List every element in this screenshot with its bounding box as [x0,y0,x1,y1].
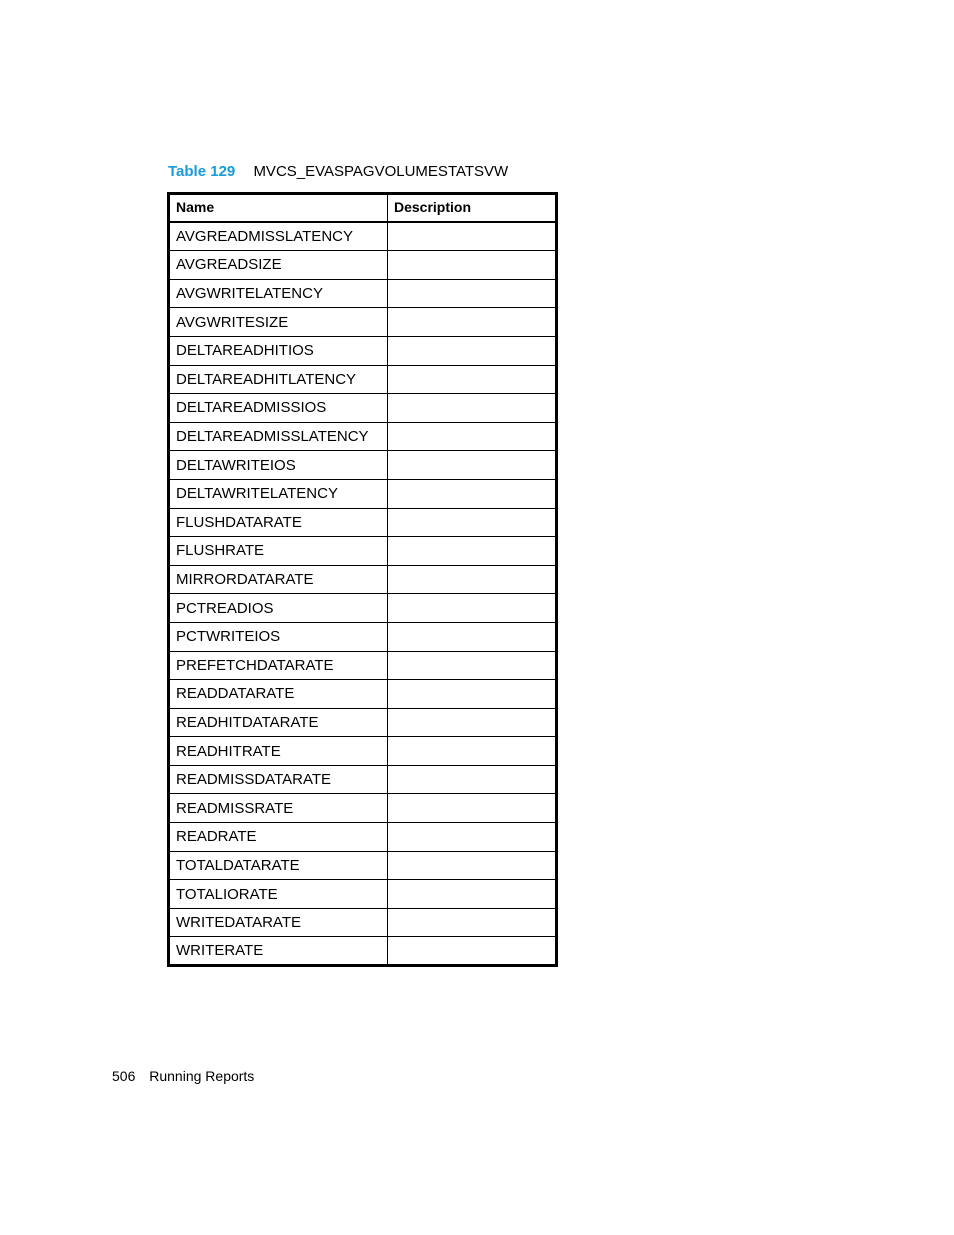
cell-description [388,651,557,680]
table-row [169,365,557,394]
cell-name: DELTAREADHITLATENCY [169,365,388,394]
cell-name: DELTAREADMISSLATENCY [169,422,388,451]
cell-description [388,565,557,594]
table-row [169,622,557,651]
cell-name: READMISSRATE [169,794,388,823]
cell-name: PREFETCHDATARATE [169,651,388,680]
table-row [169,394,557,423]
cell-name: WRITERATE [169,937,388,966]
table-row [169,680,557,709]
cell-name: DELTAREADHITIOS [169,336,388,365]
table-number-label: Table 129 [168,163,236,180]
cell-description [388,794,557,823]
table-row [169,537,557,566]
table-row [169,823,557,852]
table-row [169,594,557,623]
cell-name: READDATARATE [169,680,388,709]
table-row [169,422,557,451]
cell-description [388,594,557,623]
cell-description [388,422,557,451]
cell-name: AVGWRITELATENCY [169,279,388,308]
column-header-description: Description [388,194,557,223]
cell-name: AVGWRITESIZE [169,308,388,337]
cell-name: READRATE [169,823,388,852]
cell-name: TOTALDATARATE [169,851,388,880]
cell-name: MIRRORDATARATE [169,565,388,594]
cell-description [388,880,557,909]
table-body [169,222,557,965]
cell-description [388,823,557,852]
cell-description [388,451,557,480]
cell-description [388,851,557,880]
table-row [169,794,557,823]
cell-description [388,508,557,537]
table-row [169,336,557,365]
table-row [169,308,557,337]
table-row [169,651,557,680]
table-row [169,251,557,280]
table-caption [168,162,508,182]
table-row [169,880,557,909]
table-title: MVCS_EVASPAGVOLUMESTATSVW [253,163,509,180]
cell-description [388,279,557,308]
table-row [169,279,557,308]
table-row [169,908,557,937]
table-row [169,937,557,966]
cell-name: AVGREADSIZE [169,251,388,280]
table-row [169,737,557,766]
column-header-name: Name [169,194,388,223]
cell-name: DELTAWRITEIOS [169,451,388,480]
table-row [169,479,557,508]
table-row [169,451,557,480]
page-footer [112,1067,254,1085]
cell-description [388,737,557,766]
table-row [169,765,557,794]
cell-description [388,680,557,709]
cell-name: READHITDATARATE [169,708,388,737]
table-row [169,222,557,251]
cell-name: AVGREADMISSLATENCY [169,222,388,251]
cell-description [388,908,557,937]
cell-description [388,622,557,651]
cell-name: PCTWRITEIOS [169,622,388,651]
cell-description [388,537,557,566]
cell-description [388,937,557,966]
cell-description [388,251,557,280]
cell-description [388,479,557,508]
cell-description [388,308,557,337]
table-header-row [169,194,557,223]
cell-name: READMISSDATARATE [169,765,388,794]
cell-name: FLUSHDATARATE [169,508,388,537]
footer-section-title: Running Reports [149,1068,255,1084]
table-row [169,508,557,537]
page-number: 506 [112,1068,136,1084]
cell-description [388,365,557,394]
cell-name: WRITEDATARATE [169,908,388,937]
cell-description [388,708,557,737]
cell-description [388,222,557,251]
cell-description [388,336,557,365]
cell-name: FLUSHRATE [169,537,388,566]
table-row [169,565,557,594]
table-row [169,708,557,737]
table-row [169,851,557,880]
cell-name: DELTAREADMISSIOS [169,394,388,423]
cell-name: DELTAWRITELATENCY [169,479,388,508]
cell-description [388,394,557,423]
data-table [167,192,558,967]
cell-description [388,765,557,794]
cell-name: READHITRATE [169,737,388,766]
cell-name: TOTALIORATE [169,880,388,909]
cell-name: PCTREADIOS [169,594,388,623]
